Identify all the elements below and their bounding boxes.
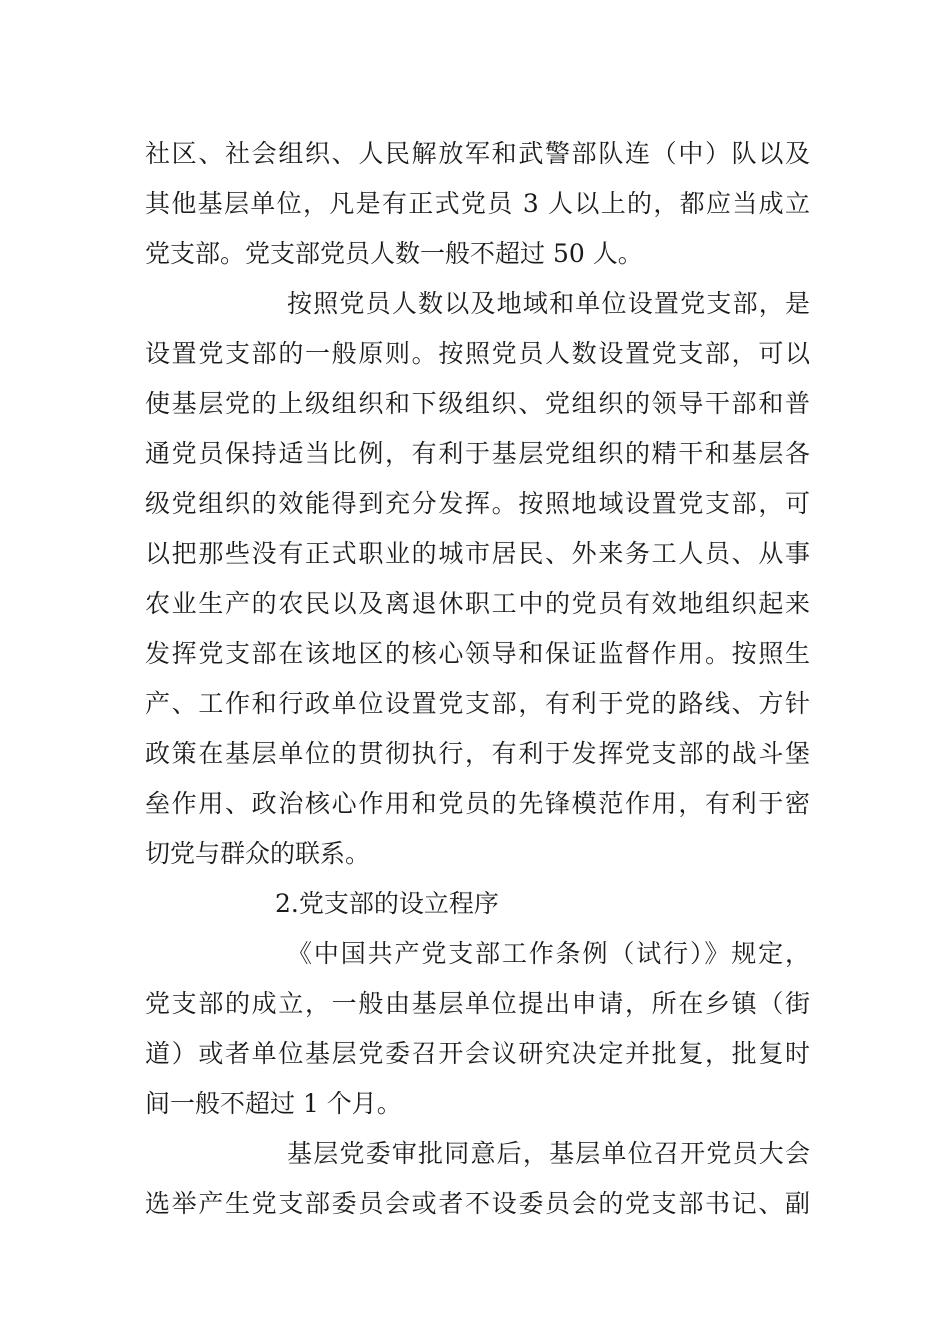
text-line: 以把那些没有正式职业的城市居民、外来务工人员、从事 bbox=[145, 539, 810, 568]
text-line: 道）或者单位基层党委召开会议研究决定并批复，批复时 bbox=[145, 1039, 810, 1068]
text-line: 产、工作和行政单位设置党支部，有利于党的路线、方针 bbox=[145, 689, 810, 718]
text-line: 农业生产的农民以及离退休职工中的党员有效地组织起来 bbox=[145, 589, 810, 618]
text-line: 按照党员人数以及地域和单位设置党支部，是 bbox=[287, 289, 810, 318]
text-line: 基层党委审批同意后，基层单位召开党员大会 bbox=[287, 1139, 810, 1168]
text-line: 垒作用、政治核心作用和党员的先锋模范作用，有利于密 bbox=[145, 789, 810, 818]
text-line: 党支部的成立，一般由基层单位提出申请，所在乡镇（街 bbox=[145, 989, 810, 1018]
text-line: 选举产生党支部委员会或者不设委员会的党支部书记、副 bbox=[145, 1189, 810, 1218]
text-line: 《中国共产党支部工作条例（试行）》规定， bbox=[287, 939, 810, 968]
text-line: 政策在基层单位的贯彻执行，有利于发挥党支部的战斗堡 bbox=[145, 739, 810, 768]
text-line: 社区、社会组织、人民解放军和武警部队连（中）队以及 bbox=[145, 139, 810, 168]
text-line: 切党与群众的联系。 bbox=[145, 839, 371, 868]
text-line: 间一般不超过 1 个月。 bbox=[145, 1089, 402, 1118]
text-line: 设置党支部的一般原则。按照党员人数设置党支部，可以 bbox=[145, 339, 810, 368]
text-line: 其他基层单位，凡是有正式党员 3 人以上的，都应当成立 bbox=[145, 189, 810, 218]
text-line: 党支部。党支部党员人数一般不超过 50 人。 bbox=[145, 239, 643, 268]
text-line: 级党组织的效能得到充分发挥。按照地域设置党支部，可 bbox=[145, 489, 810, 518]
text-line: 通党员保持适当比例，有利于基层党组织的精干和基层各 bbox=[145, 439, 810, 468]
section-heading: 2.党支部的设立程序 bbox=[275, 889, 499, 918]
text-line: 发挥党支部在该地区的核心领导和保证监督作用。按照生 bbox=[145, 639, 810, 668]
text-line: 使基层党的上级组织和下级组织、党组织的领导干部和普 bbox=[145, 389, 810, 418]
